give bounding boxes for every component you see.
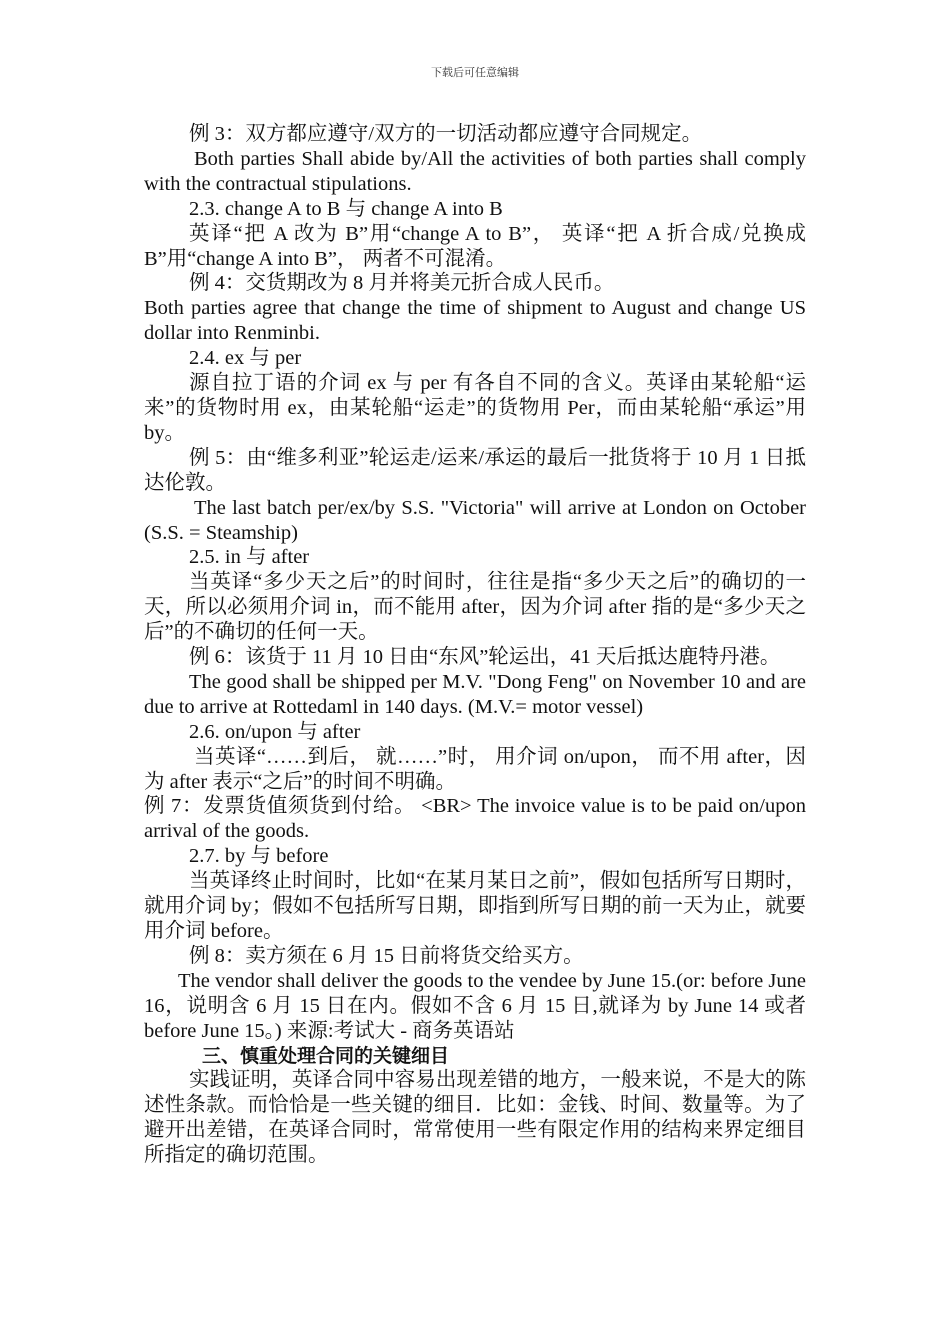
example-5-english: The last batch per/ex/by S.S. "Victoria" will arrive at London on October (S.S. = Steamship) (144, 496, 806, 544)
section-2-3-text: 英译“把 A 改为 B”用“change A to B”， 英译“把 A 折合成/兑换成 B”用“change A into B”， 两者不可混淆。 (144, 222, 806, 270)
page-header: 下载后可任意编辑 (431, 67, 519, 79)
example-3-english: Both parties Shall abide by/All the activities of both parties shall comply with the contractual stipulations. (144, 147, 806, 195)
example-8-english: The vendor shall deliver the goods to the vendee by June 15.(or: before June 16，说明含 6 月 15 日在内。假如不含 6 月 15 日,就译为 by June 14 或者 before June 15。) 来源:考试大 - 商务英语站 (144, 969, 806, 1042)
example-8-chinese: 例 8：卖方须在 6 月 15 日前将货交给买方。 (189, 944, 584, 967)
section-2-5-title: 2.5. in 与 after (189, 546, 310, 569)
section-2-7-text: 当英译终止时间时，比如“在某月某日之前”，假如包括所写日期时，就用介词 by；假如不包括所写日期，即指到所写日期的前一天为止，就要用介词 before。 (144, 870, 806, 942)
example-6-chinese: 例 6：该货于 11 月 10 日由“东风”轮运出，41 天后抵达鹿特丹港。 (189, 646, 781, 669)
example-4-english: Both parties agree that change the time of shipment to August and change US dollar into Renminbi. (144, 297, 806, 345)
example-5-chinese: 例 5：由“维多利亚”轮运走/运来/承运的最后一批货将于 10 月 1 日抵达伦敦。 (144, 446, 806, 494)
section-2-6-text: 当英译“……到后， 就……”时， 用介词 on/upon， 而不用 after，因为 after 表示“之后”的时间不明确。 (144, 745, 806, 793)
section-3-text: 实践证明，英译合同中容易出现差错的地方，一般来说，不是大的陈述性条款。而恰恰是一些关键的细目．比如：金钱、时间、数量等。为了避开出差错，在英译合同时，常常使用一些有限定作用的结构来界定细目所指定的确切范围。 (144, 1069, 806, 1167)
section-2-5-text: 当英译“多少天之后”的时间时，往往是指“多少天之后”的确切的一天，所以必须用介词 in，而不能用 after，因为介词 after 指的是“多少天之后”的不确切的任何一天。 (144, 571, 806, 644)
section-2-4-text: 源自拉丁语的介词 ex 与 per 有各自不同的含义。英译由某轮船“运来”的货物时用 ex，由某轮船“运走”的货物用 Per，而由某轮船“承运”用 by。 (144, 372, 806, 444)
section-2-7-title: 2.7. by 与 before (189, 845, 329, 868)
example-3-chinese: 例 3：双方都应遵守/双方的一切活动都应遵守合同规定。 (189, 123, 703, 145)
section-2-3-title: 2.3. change A to B 与 change A into B (189, 197, 503, 220)
example-4-chinese: 例 4：交货期改为 8 月并将美元折合成人民币。 (189, 272, 615, 295)
document-body (144, 122, 806, 1168)
section-2-6-title: 2.6. on/upon 与 after (189, 720, 361, 743)
example-7: 例 7：发票货值须货到付给。 <BR> The invoice value is to be paid on/upon arrival of the goods. (144, 795, 806, 843)
section-2-4-title: 2.4. ex 与 per (189, 347, 302, 370)
example-6-english: The good shall be shipped per M.V. "Dong Feng" on November 10 and are due to arrive at Rottedaml in 140 days. (M.V.= motor vessel) (144, 670, 806, 718)
section-3-heading: 三、慎重处理合同的关键细目 (202, 1044, 450, 1067)
